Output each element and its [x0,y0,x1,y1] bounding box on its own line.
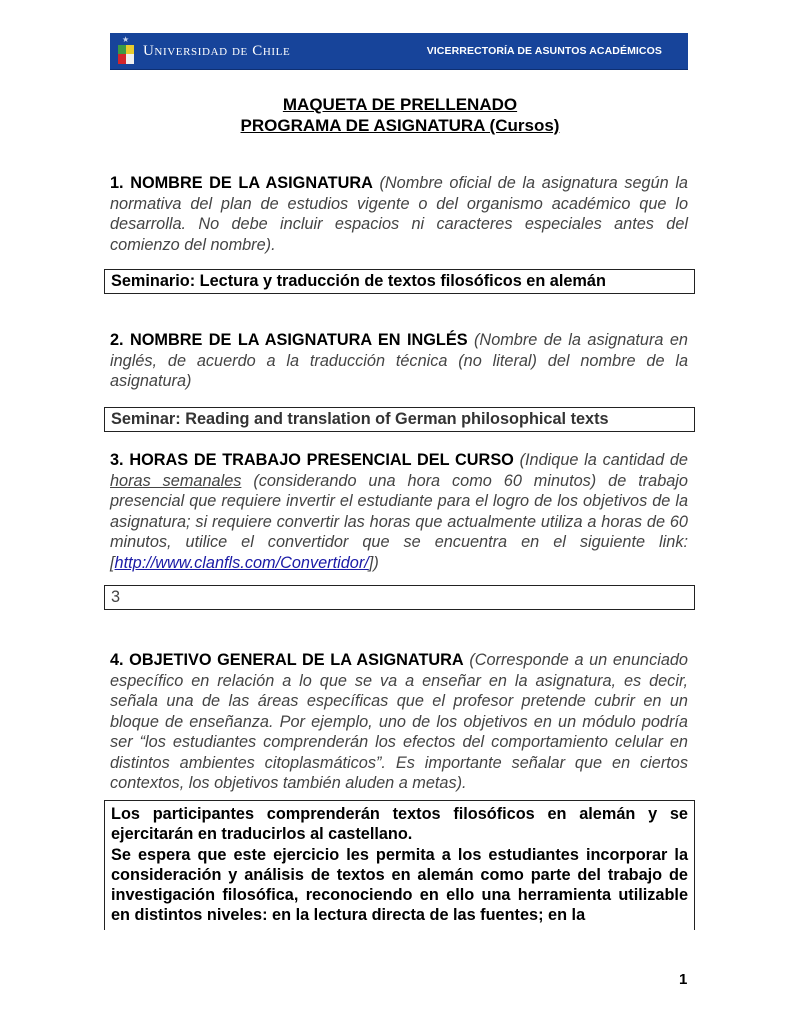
section-course-name-english [110,330,688,392]
section-general-objective [110,650,688,794]
section-course-name [110,173,688,255]
objective-paragraph: Se espera que este ejercicio les permita a los estudiantes incorporar la consideración y análisis de textos en alemán como parte del trabajo de investigación filosófica, reconociendo en ello una herramienta utilizable en distintos niveles: en la lectura directa de las fuentes; en la [111,845,688,925]
objective-paragraph: Los participantes comprenderán textos filosóficos en alemán y se ejercitarán en traducirlos al castellano. [111,805,688,844]
institution-header-banner [110,33,688,70]
section-heading: 3. HORAS DE TRABAJO PRESENCIAL DEL CURSO [110,451,514,469]
weekly-hours-emphasis: horas semanales [110,471,242,490]
page-number: 1 [679,971,688,988]
course-name-field[interactable]: Seminario: Lectura y traducción de textos filosóficos en alemán [104,269,695,294]
section-description: (Nombre de la asignatura en inglés, de acuerdo a la traducción técnica (no literal) del nombre de la asignatura) [110,331,688,390]
course-name-english-field[interactable]: Seminar: Reading and translation of German philosophical texts [104,407,695,432]
section-heading: 2. NOMBRE DE LA ASIGNATURA EN INGLÉS [110,331,468,349]
section-heading: 4. OBJETIVO GENERAL DE LA ASIGNATURA [110,651,464,669]
section-weekly-hours [110,450,688,573]
section-description: (Corresponde a un enunciado específico en relación a lo que se va a enseñar en la asignatura, es decir, señala una de las áreas específicas que el profesor pretende cubrir en un bloque de enseñanza. Por ejemplo, uno de los objetivos en un módulo podría ser “los estudiantes comprenderán los efectos del comportamiento celular en distintos ambientes citoplasmáticos”. Es importante señalar que en ciertos contextos, los objetivos también aluden a metas). [110,651,688,792]
weekly-hours-field[interactable]: 3 [104,585,695,610]
converter-link[interactable]: http://www.clanfls.com/Convertidor/ [114,553,369,572]
document-title: MAQUETA DE PRELLENADO [282,95,518,114]
section-description: (Indique la cantidad de horas semanales (considerando una hora como 60 minutos) de trabajo presencial que requiere invertir el estudiante para el logro de los objetivos de la asignatura; si requiere convertir las horas que actualmente utiliza a horas de 60 minutos, utilice el convertidor que se encuentra en el siguiente link: [http://www.clanfls.com/Convertidor/]) [110,451,688,572]
section-heading: 1. NOMBRE DE LA ASIGNATURA [110,174,373,192]
section-description: (Nombre oficial de la asignatura según la normativa del plan de estudios vigente o del organismo académico que lo desarrolla. No debe incluir espacios ni caracteres especiales antes del comienzo del nombre). [110,174,688,254]
document-subtitle: PROGRAMA DE ASIGNATURA (Cursos) [240,116,560,135]
general-objective-field[interactable] [104,800,695,930]
university-logo-icon [117,36,135,66]
vice-rectorate-label: VICERRECTORÍA DE ASUNTOS ACADÉMICOS [426,45,662,57]
star-icon: ★ [122,35,130,44]
university-name: Universidad de Chile [143,42,291,59]
